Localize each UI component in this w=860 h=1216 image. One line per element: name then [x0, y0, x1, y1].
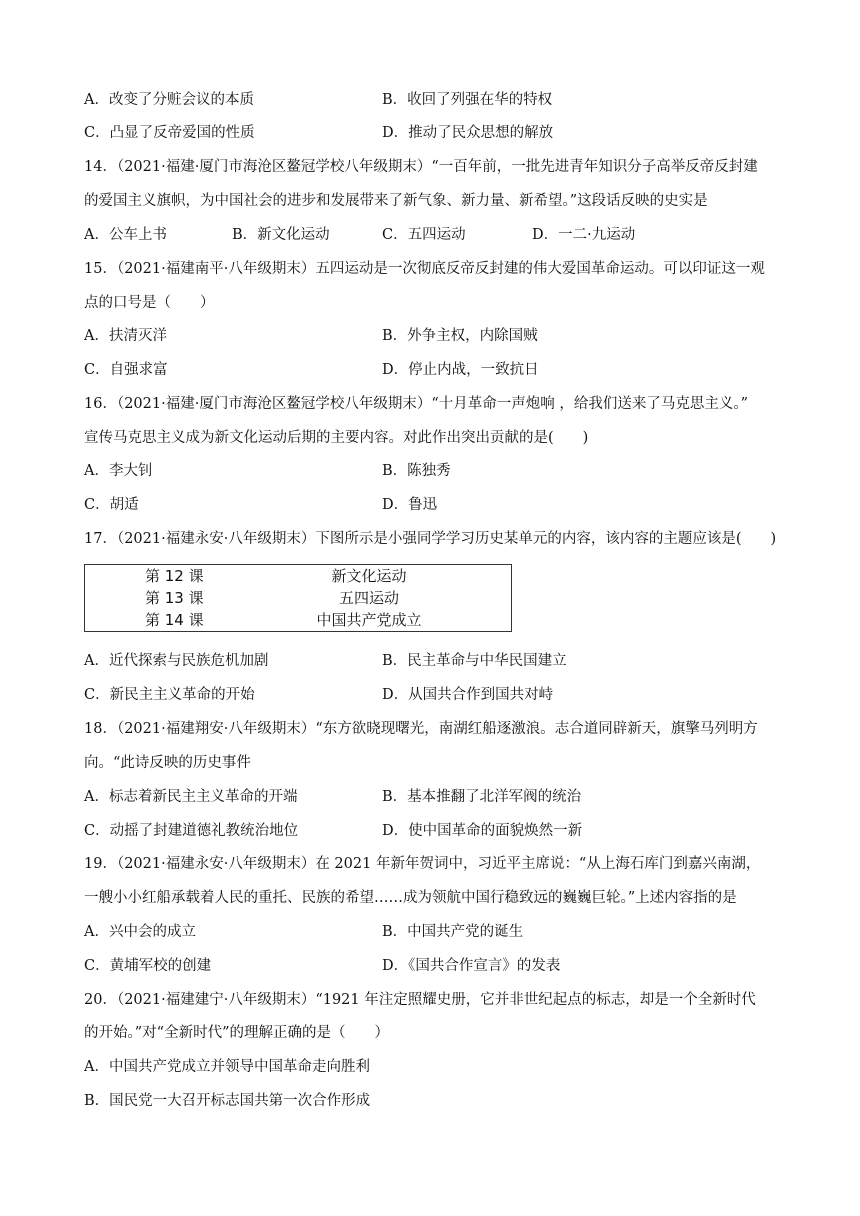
- q18-option-c: C．动摇了封建道德礼教统治地位: [84, 823, 299, 839]
- q18-option-b: B．基本推翻了北洋军阀的统治: [382, 789, 582, 805]
- lesson-table: [84, 564, 512, 632]
- q20-stem-line1: 20．（2021·福建建宁·八年级期末）“1921 年注定照耀史册，它并非世纪起点的标志，却是一个全新时代: [84, 992, 756, 1008]
- q17-option-a: A．近代探索与民族危机加剧: [84, 653, 269, 669]
- q18-stem-line2: 向。“此诗反映的历史事件: [84, 755, 251, 771]
- q18-option-a: A．标志着新民主主义革命的开端: [84, 789, 298, 805]
- q13-option-a: A．改变了分赃会议的本质: [84, 92, 254, 108]
- q19-stem-line1: 19．（2021·福建永安·八年级期末）在 2021 年新年贺词中，习近平主席说：“从上海石库门到嘉兴南湖，: [84, 856, 761, 872]
- q19-option-b: B．中国共产党的诞生: [382, 924, 524, 940]
- q19-option-c: C．黄埔军校的创建: [84, 958, 212, 974]
- q14-stem-line1: 14．（2021·福建·厦门市海沧区鳌冠学校八年级期末）“一百年前，一批先进青年知识分子高举反帝反封建: [84, 159, 758, 175]
- lesson-row: [85, 587, 511, 609]
- q17-option-c: C．新民主主义革命的开始: [84, 687, 255, 703]
- q15-option-d: D．停止内战，一致抗日: [382, 362, 539, 378]
- q13-option-c: C．凸显了反帝爱国的性质: [84, 125, 255, 141]
- q14-option-b: B．新文化运动: [232, 227, 330, 243]
- q19-stem-line2: 一艘小小红船承载着人民的重托、民族的希望……成为领航中国行稳致远的巍巍巨轮。”上述内容指的是: [84, 890, 737, 906]
- lesson-number: 第 14 课: [145, 611, 204, 629]
- q15-option-c: C．自强求富: [84, 362, 168, 378]
- q18-stem-line1: 18．（2021·福建翔安·八年级期末）“东方欲晓现曙光，南湖红船逐激浪。志合道同辟新天，旗擎马列明方: [84, 721, 758, 737]
- q16-stem-line2: 宣传马克思主义成为新文化运动后期的主要内容。对此作出突出贡献的是( ): [84, 430, 589, 446]
- q14-option-a: A．公车上书: [84, 227, 167, 243]
- q20-option-b: B．国民党一大召开标志国共第一次合作形成: [84, 1093, 371, 1109]
- q15-option-a: A．扶清灭洋: [84, 328, 167, 344]
- q15-stem-line2: 点的口号是（ ）: [84, 295, 215, 311]
- lesson-title: 中国共产党成立: [316, 611, 422, 629]
- q13-option-d: D．推动了民众思想的解放: [382, 125, 554, 141]
- lesson-title: 新文化运动: [331, 567, 407, 585]
- q17-stem-line1: 17．（2021·福建永安·八年级期末）下图所示是小强同学学习历史某单元的内容，该内容的主题应该是( ): [84, 531, 777, 547]
- q16-option-c: C．胡适: [84, 497, 139, 513]
- q20-option-a: A．中国共产党成立并领导中国革命走向胜利: [84, 1059, 370, 1075]
- lesson-title: 五四运动: [338, 589, 399, 607]
- q17-option-b: B．民主革命与中华民国建立: [382, 653, 567, 669]
- q14-stem-line2: 的爱国主义旗帜，为中国社会的进步和发展带来了新气象、新力量、新希望。”这段话反映的史实是: [84, 193, 708, 209]
- q16-stem-line1: 16．（2021·福建·厦门市海沧区鳌冠学校八年级期末）“十月革命一声炮响 ，给我们送来了马克思主义。”: [84, 396, 749, 412]
- q20-stem-line2: 的开始。”对“全新时代”的理解正确的是（ ）: [84, 1025, 389, 1041]
- q16-option-b: B．陈独秀: [382, 463, 451, 479]
- lesson-row: [85, 609, 511, 631]
- q15-option-b: B．外争主权，内除国贼: [382, 328, 538, 344]
- lesson-number: 第 12 课: [145, 567, 204, 585]
- q14-option-d: D．一二·九运动: [532, 227, 636, 243]
- q18-option-d: D．使中国革命的面貌焕然一新: [382, 823, 583, 839]
- q13-option-b: B．收回了列强在华的特权: [382, 92, 553, 108]
- q16-option-a: A．李大钊: [84, 463, 153, 479]
- lesson-row: [85, 565, 511, 587]
- q16-option-d: D．鲁迅: [382, 497, 438, 513]
- q14-option-c: C．五四运动: [382, 227, 466, 243]
- lesson-number: 第 13 课: [145, 589, 204, 607]
- q17-option-d: D．从国共合作到国共对峙: [382, 687, 554, 703]
- q19-option-a: A．兴中会的成立: [84, 924, 196, 940]
- q15-stem-line1: 15．（2021·福建南平·八年级期末）五四运动是一次彻底反帝反封建的伟大爱国革命运动。可以印证这一观: [84, 261, 765, 277]
- q19-option-d: D．《国共合作宣言》的发表: [382, 958, 561, 974]
